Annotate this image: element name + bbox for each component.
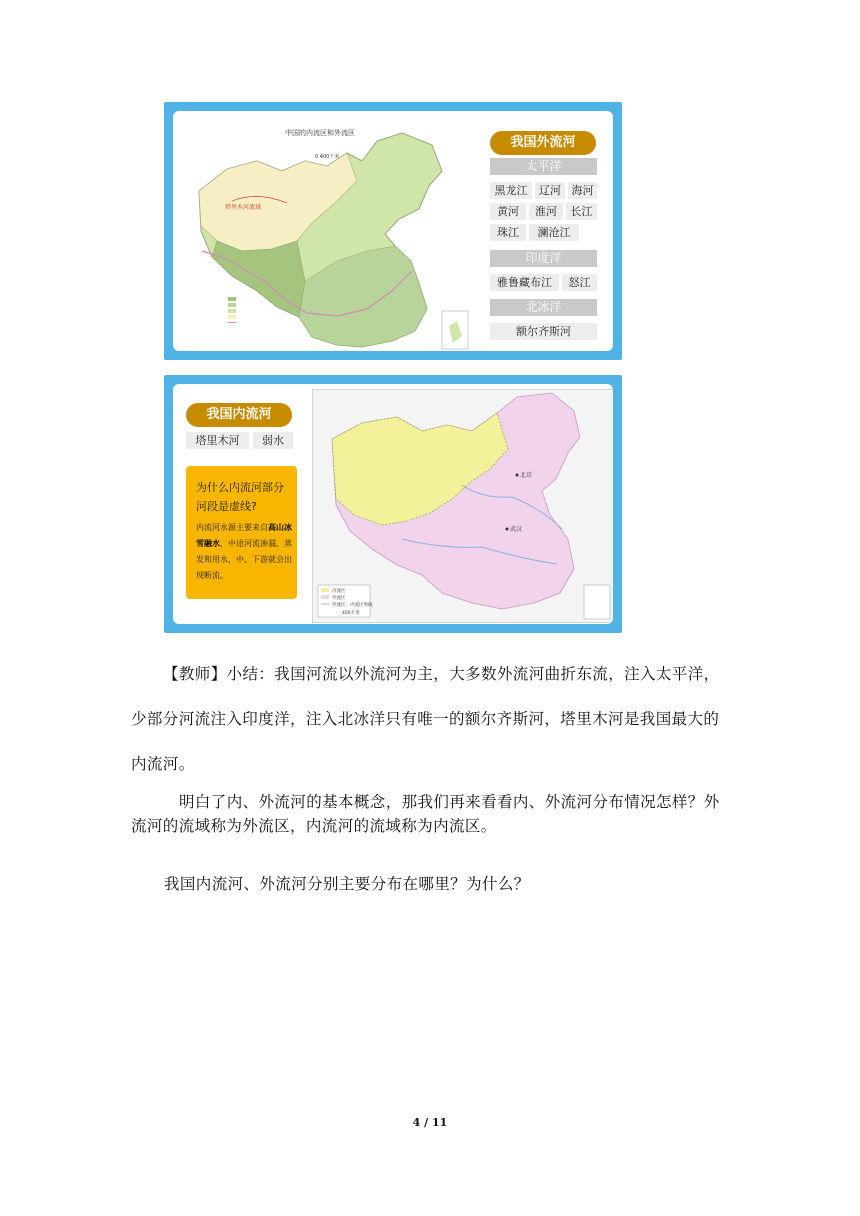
legend-inland: 内流区 [332,589,346,594]
figure-inner [173,111,613,351]
river-cell: 澜沧江 [529,224,579,241]
question-text: 为什么内流河部分河段是虚线? [196,481,284,513]
ocean-header-arctic: 北冰洋 [490,299,597,316]
river-cell: 怒江 [562,274,597,291]
legend-boundary: 外流区、内流区界线 [332,603,373,608]
scale-bar: 400千米 [342,611,360,616]
ocean-header-pacific: 太平洋 [490,158,597,175]
river-cell: 黑龙江 [490,182,532,199]
river-cell: 海河 [568,182,597,199]
legend-outflow: 外流区 [332,596,346,601]
city-label: 北京 [520,472,533,479]
city-label: 武汉 [510,526,523,533]
page-number: 4 / 11 [412,1116,448,1129]
river-cell: 弱水 [253,432,293,449]
paragraph-question: 我国内流河、外流河分别主要分布在哪里？为什么？ [164,875,530,893]
river-cell: 淮河 [529,203,563,220]
river-cell: 黄河 [490,203,526,220]
map-title: 中国的内流区和外流区 [285,129,355,137]
question-box [186,466,297,599]
outflow-heading: 我国外流河 [490,131,596,155]
answer-text: 内流河水源主要来自高山冰雪融水，中途河流渗漏、蒸发和用水，中、下游就会出现断流。 [196,523,292,580]
river-cell: 塔里木河 [186,432,249,449]
inland-outflow-map [312,389,613,623]
river-cell: 辽河 [535,182,565,199]
river-cell: 长江 [566,203,597,220]
inland-rivers-figure [164,375,622,633]
paragraph-concept: 明白了内、外流河的基本概念，那我们再来看看内、外流河分布情况怎样？外流河的流域称为外流区，内流河的流域称为内流区。 [131,793,720,835]
ocean-header-indian: 印度洋 [490,250,597,267]
map-region-label: 塔里木河流域 [225,204,262,211]
river-cell: 额尔齐斯河 [490,323,597,340]
river-cell: 雅鲁藏布江 [490,274,559,291]
scale-bar: 0 400千米 [315,154,340,160]
river-cell: 珠江 [490,224,526,241]
figure-inner [173,384,613,624]
inland-heading: 我国内流河 [186,403,292,427]
outflow-rivers-figure [164,102,622,360]
paragraph-summary: 【教师】小结：我国河流以外流河为主，大多数外流河曲折东流，注入太平洋，少部分河流注入印度洋，注入北冰洋只有唯一的额尔齐斯河，塔里木河是我国最大的内流河。 [131,665,720,773]
map-legend [228,297,268,326]
